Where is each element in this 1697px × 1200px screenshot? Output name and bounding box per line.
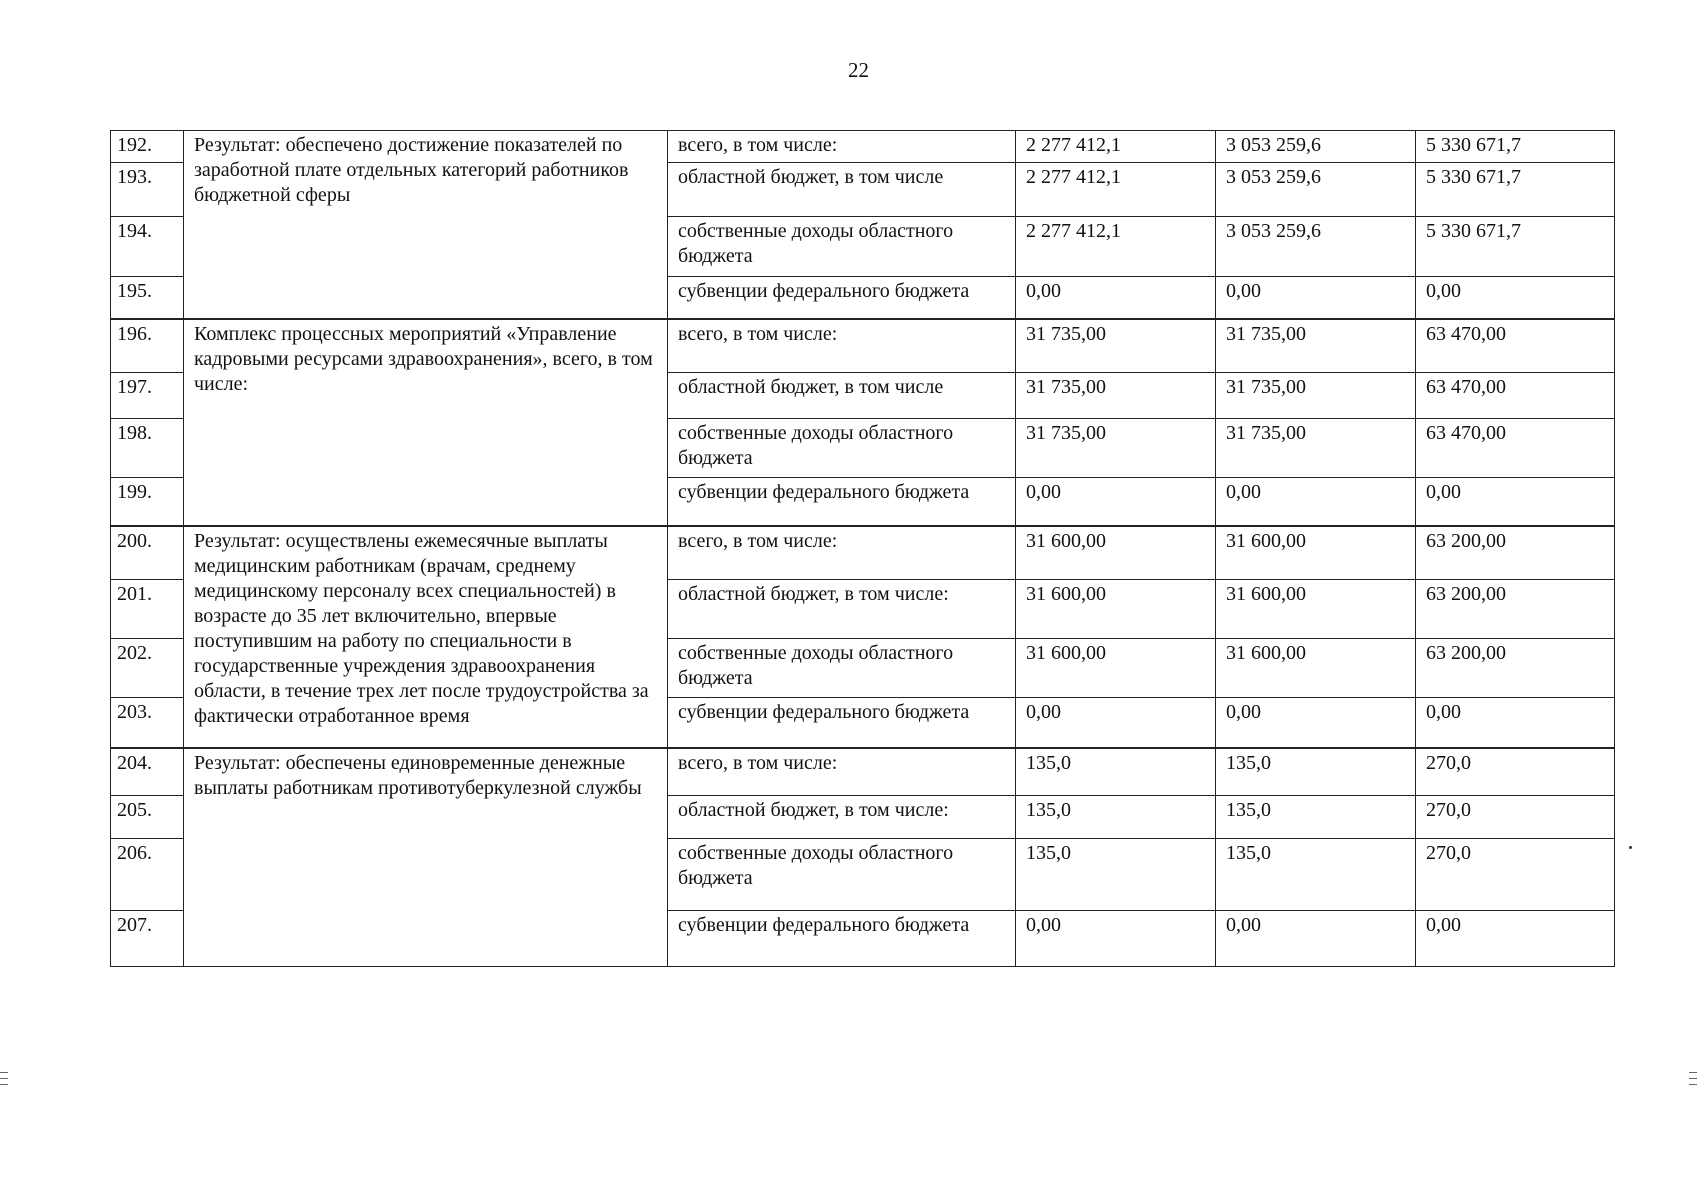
value-year-2: 31 600,00 [1216,580,1416,639]
value-year-1: 0,00 [1016,277,1216,319]
funding-source: областной бюджет, в том числе: [668,796,1016,839]
value-year-1: 31 735,00 [1016,373,1216,419]
funding-source: областной бюджет, в том числе [668,373,1016,419]
funding-source: собственные доходы областного бюджета [668,839,1016,911]
value-total: 63 200,00 [1416,639,1615,698]
funding-source: областной бюджет, в том числе: [668,580,1016,639]
page-number: 22 [848,58,869,82]
value-year-1: 2 277 412,1 [1016,131,1216,163]
scan-mark [1689,1084,1697,1085]
value-total: 0,00 [1416,478,1615,526]
row-number: 196. [111,319,184,373]
funding-source: субвенции федерального бюджета [668,478,1016,526]
value-year-1: 135,0 [1016,748,1216,796]
funding-source: собственные доходы областного бюджета [668,419,1016,478]
value-total: 5 330 671,7 [1416,163,1615,217]
scan-mark [1689,1072,1697,1073]
row-number: 195. [111,277,184,319]
funding-source: субвенции федерального бюджета [668,911,1016,967]
funding-source: субвенции федерального бюджета [668,698,1016,748]
value-year-2: 0,00 [1216,911,1416,967]
table-row [111,131,1615,163]
funding-source: всего, в том числе: [668,748,1016,796]
row-number: 202. [111,639,184,698]
value-total: 63 200,00 [1416,526,1615,580]
scan-mark [0,1072,8,1073]
value-year-1: 31 600,00 [1016,526,1216,580]
group-description: Результат: обеспечены единовременные денежные выплаты работникам противотуберкулезной службы [184,748,668,967]
row-number: 201. [111,580,184,639]
value-year-2: 31 600,00 [1216,526,1416,580]
value-year-2: 0,00 [1216,478,1416,526]
value-year-1: 135,0 [1016,839,1216,911]
row-number: 194. [111,217,184,277]
group-description: Результат: осуществлены ежемесячные выплаты медицинским работникам (врачам, среднему медицинскому персоналу всех специальностей) в возрасте до 35 лет включительно, впервые поступившим на работу по специальности в государственные учреждения здравоохранения области, в течение трех лет после трудоустройства за фактически отработанное время [184,526,668,748]
value-year-2: 3 053 259,6 [1216,131,1416,163]
value-year-2: 135,0 [1216,748,1416,796]
funding-source: областной бюджет, в том числе [668,163,1016,217]
funding-source: всего, в том числе: [668,526,1016,580]
scan-mark [1689,1078,1697,1079]
scan-mark [0,1078,8,1079]
table-row [111,319,1615,373]
funding-source: всего, в том числе: [668,131,1016,163]
row-number: 200. [111,526,184,580]
row-number: 206. [111,839,184,911]
funding-source: собственные доходы областного бюджета [668,639,1016,698]
value-year-1: 135,0 [1016,796,1216,839]
value-year-2: 31 735,00 [1216,319,1416,373]
value-total: 63 470,00 [1416,319,1615,373]
value-total: 5 330 671,7 [1416,131,1615,163]
table-row [111,526,1615,580]
row-number: 193. [111,163,184,217]
value-total: 5 330 671,7 [1416,217,1615,277]
funding-source: субвенции федерального бюджета [668,277,1016,319]
value-year-1: 0,00 [1016,911,1216,967]
value-year-2: 31 735,00 [1216,419,1416,478]
value-year-2: 0,00 [1216,277,1416,319]
row-number: 205. [111,796,184,839]
value-total: 270,0 [1416,748,1615,796]
value-year-1: 0,00 [1016,698,1216,748]
group-description: Комплекс процессных мероприятий «Управление кадровыми ресурсами здравоохранения», всего, в том числе: [184,319,668,526]
value-year-2: 31 600,00 [1216,639,1416,698]
row-number: 203. [111,698,184,748]
budget-table [110,130,1615,967]
value-year-2: 31 735,00 [1216,373,1416,419]
value-year-1: 2 277 412,1 [1016,217,1216,277]
table-body [111,131,1615,967]
row-number: 198. [111,419,184,478]
value-total: 270,0 [1416,839,1615,911]
row-number: 192. [111,131,184,163]
row-number: 204. [111,748,184,796]
value-year-1: 0,00 [1016,478,1216,526]
row-number: 197. [111,373,184,419]
value-total: 0,00 [1416,698,1615,748]
scan-mark [0,1084,8,1085]
value-total: 0,00 [1416,911,1615,967]
row-number: 207. [111,911,184,967]
group-description: Результат: обеспечено достижение показателей по заработной плате отдельных категорий работников бюджетной сферы [184,131,668,319]
value-year-1: 31 735,00 [1016,419,1216,478]
funding-source: собственные доходы областного бюджета [668,217,1016,277]
scan-dot [1629,846,1632,849]
value-year-2: 0,00 [1216,698,1416,748]
value-total: 63 470,00 [1416,373,1615,419]
value-total: 63 200,00 [1416,580,1615,639]
value-year-2: 135,0 [1216,839,1416,911]
value-total: 270,0 [1416,796,1615,839]
value-year-2: 3 053 259,6 [1216,163,1416,217]
value-year-1: 31 735,00 [1016,319,1216,373]
row-number: 199. [111,478,184,526]
value-year-2: 135,0 [1216,796,1416,839]
value-year-1: 31 600,00 [1016,580,1216,639]
value-total: 63 470,00 [1416,419,1615,478]
value-year-1: 2 277 412,1 [1016,163,1216,217]
table-row [111,748,1615,796]
funding-source: всего, в том числе: [668,319,1016,373]
value-year-1: 31 600,00 [1016,639,1216,698]
value-year-2: 3 053 259,6 [1216,217,1416,277]
value-total: 0,00 [1416,277,1615,319]
